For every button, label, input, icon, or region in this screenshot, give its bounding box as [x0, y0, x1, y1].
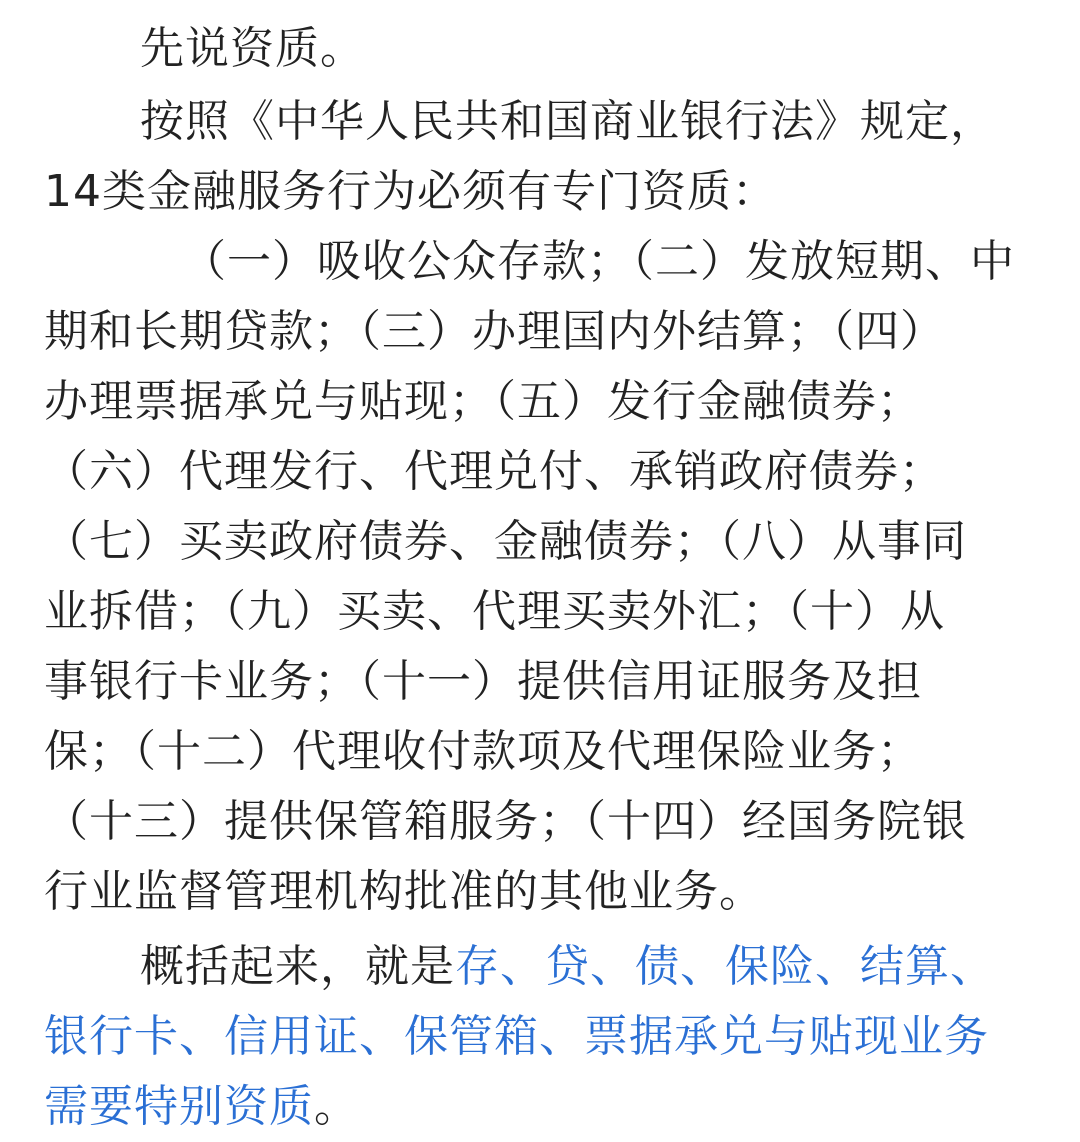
- summary-line-3: [44, 1072, 359, 1142]
- summary-prefix: 概括起来，就是: [140, 941, 455, 992]
- summary-highlight: 需要特别资质: [44, 1081, 314, 1132]
- paragraph-line: （六）代理发行、代理兑付、承销政府债券；: [44, 446, 944, 497]
- paragraph-line: 按照《中华人民共和国商业银行法》规定，: [140, 96, 995, 147]
- paragraph-line: 保；（十二）代理收付款项及代理保险业务；: [44, 726, 922, 777]
- summary-highlight: 存、贷、债、保险、结算、: [455, 941, 995, 992]
- paragraph-line: 先说资质。: [140, 23, 365, 74]
- paragraph-line: （七）买卖政府债券、金融债券；（八）从事同: [44, 516, 967, 567]
- paragraph-line: 办理票据承兑与贴现；（五）发行金融债券；: [44, 376, 922, 427]
- paragraph-line: 行业监督管理机构批准的其他业务。: [44, 866, 764, 917]
- summary-line-2: 银行卡、信用证、保管箱、票据承兑与贴现业务: [44, 1011, 989, 1062]
- summary-line-1: [140, 932, 995, 1002]
- paragraph-line: 事银行卡业务；（十一）提供信用证服务及担: [44, 656, 922, 707]
- paragraph-line: （一）吸收公众存款；（二）发放短期、中: [182, 236, 1015, 287]
- paragraph-line: 期和长期贷款；（三）办理国内外结算；（四）: [44, 306, 945, 357]
- summary-suffix: 。: [314, 1081, 359, 1132]
- paragraph-line: 14类金融服务行为必须有专门资质：: [44, 166, 777, 217]
- paragraph-line: 业拆借；（九）买卖、代理买卖外汇；（十）从: [44, 586, 945, 637]
- paragraph-line: （十三）提供保管箱服务；（十四）经国务院银: [44, 796, 967, 847]
